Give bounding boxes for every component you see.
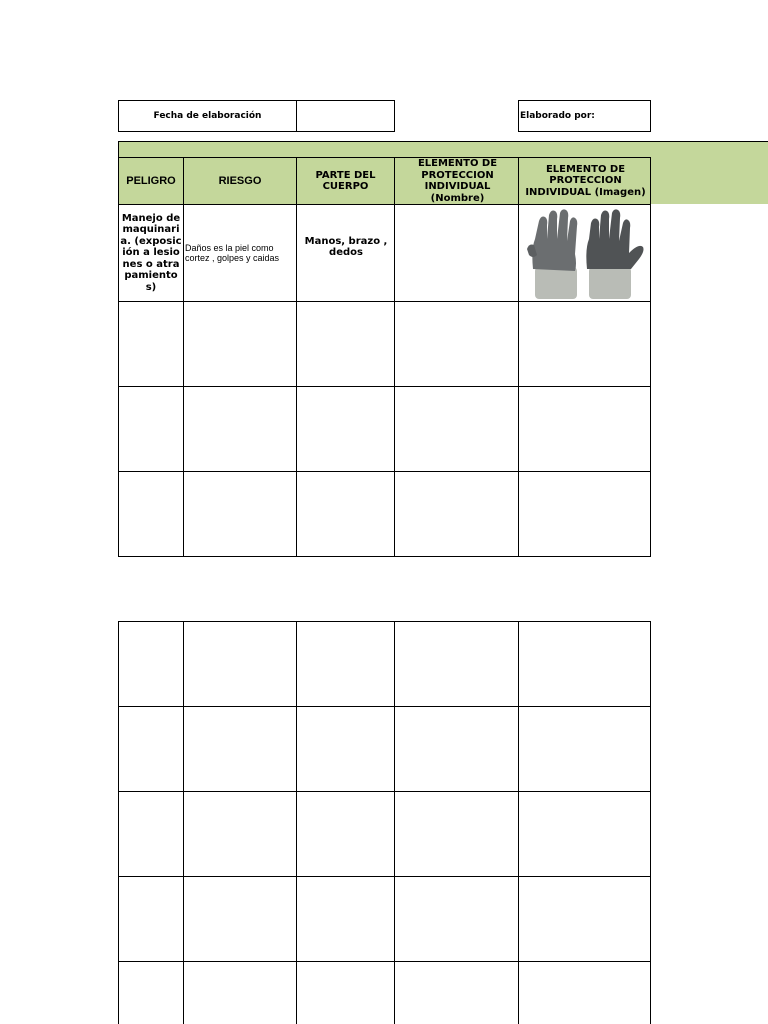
row1-elemento-imagen[interactable] bbox=[518, 204, 651, 302]
green-band-extension bbox=[650, 158, 768, 204]
row1-elemento-nombre-text bbox=[395, 205, 518, 301]
gloves-image bbox=[527, 209, 645, 301]
row1-parte-text: Manos, brazo , dedos bbox=[304, 235, 388, 258]
col-header-riesgo bbox=[183, 157, 297, 205]
fecha-value bbox=[297, 101, 394, 131]
col-header-riesgo-label: RIESGO bbox=[218, 174, 262, 187]
col-header-peligro-label: PELIGRO bbox=[126, 174, 176, 187]
left-glove-icon bbox=[527, 209, 577, 299]
col-header-peligro bbox=[118, 157, 184, 205]
table-row bbox=[118, 301, 651, 557]
row1-parte[interactable] bbox=[296, 204, 395, 302]
fecha-label-cell bbox=[118, 100, 297, 132]
col-header-elemento-nombre bbox=[394, 157, 519, 205]
right-glove-icon bbox=[586, 209, 643, 299]
row1-elemento-nombre[interactable] bbox=[394, 204, 519, 302]
col-header-elemento-imagen bbox=[518, 157, 651, 205]
col-header-parte-label: PARTE DEL CUERPO bbox=[315, 169, 376, 192]
col-header-parte bbox=[296, 157, 395, 205]
fecha-label: Fecha de elaboración bbox=[153, 110, 262, 121]
col-header-elemento-imagen-label: ELEMENTO DE PROTECCION INDIVIDUAL (Imagen) bbox=[525, 163, 646, 198]
col-header-elemento-nombre-label: ELEMENTO DE PROTECCION INDIVIDUAL (Nombre) bbox=[417, 158, 498, 204]
row1-peligro[interactable] bbox=[118, 204, 184, 302]
elaborado-label-cell[interactable] bbox=[518, 100, 651, 132]
row1-riesgo-text: Daños es la piel como cortez , golpes y caidas bbox=[185, 242, 280, 263]
row1-peligro-text: Manejo de maquinaria. (exposición a lesiones o atrapamientos) bbox=[120, 212, 182, 293]
row1-riesgo[interactable] bbox=[183, 204, 297, 302]
green-band bbox=[118, 141, 768, 158]
fecha-value-field[interactable] bbox=[296, 100, 395, 132]
elaborado-label: Elaborado por: bbox=[520, 110, 595, 121]
